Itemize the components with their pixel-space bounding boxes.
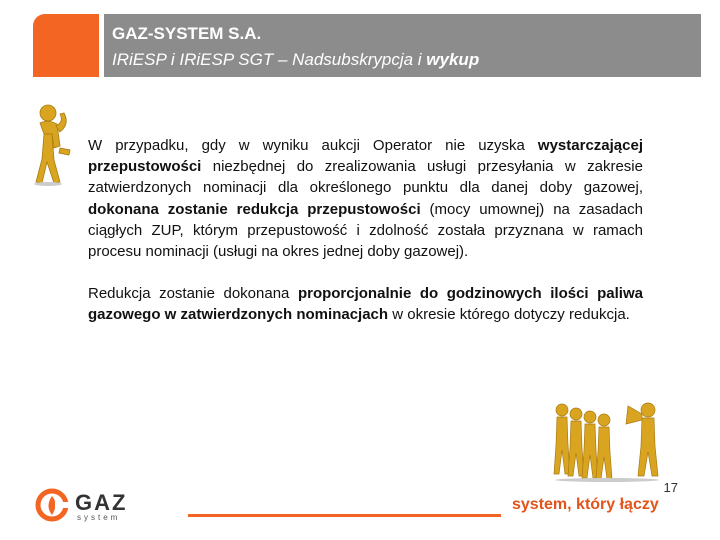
header-subtitle bbox=[112, 50, 479, 70]
gaz-system-flame-logo-icon bbox=[35, 488, 180, 522]
logo-sub: system bbox=[77, 513, 121, 522]
logo-word: GAZ bbox=[75, 490, 128, 515]
slogan: system, który łączy bbox=[512, 496, 659, 513]
gold-figures-with-megaphone-icon bbox=[552, 400, 662, 482]
paragraph-1 bbox=[88, 135, 643, 262]
text-segment: niezbędnej do zrealizowania usługi przesyłania w zakresie zatwierdzonych nominacji dla określonego punktu dla danej doby gazowej, bbox=[88, 158, 643, 197]
footer-line bbox=[188, 514, 501, 517]
paragraph-2 bbox=[88, 283, 643, 325]
text-segment: (mocy umownej) na zasadach ciągłych ZUP, którym przepustowość i zdolność została przyznana w ramach procesu nominacji (usługi na okres jednej doby gazowej). bbox=[88, 200, 643, 261]
header-subtitle-text: IRiESP i IRiESP SGT – Nadsubskrypcja i bbox=[112, 50, 427, 69]
gold-thinking-figure-icon bbox=[30, 104, 76, 186]
header-bar bbox=[104, 14, 701, 77]
gaz-system-logo bbox=[35, 488, 180, 522]
header-accent-tab bbox=[33, 14, 99, 77]
content-body bbox=[88, 135, 643, 326]
header-title: GAZ-SYSTEM S.A. bbox=[112, 24, 262, 43]
text-segment-bold: dokonana zostanie redukcja przepustowości bbox=[88, 200, 421, 218]
text-segment-bold: proporcjonalnie do godzinowych ilości paliwa gazowego w zatwierdzonych nominacjach bbox=[88, 285, 643, 324]
text-segment: w okresie którego dotyczy redukcja. bbox=[388, 306, 630, 324]
text-segment: Redukcja zostanie dokonana bbox=[88, 285, 298, 303]
text-segment-bold: wystarczającej przepustowości bbox=[88, 137, 643, 176]
header-subtitle-bold: wykup bbox=[426, 50, 480, 69]
text-segment: W przypadku, gdy w wyniku aukcji Operator nie uzyska bbox=[88, 137, 538, 154]
slide-number: 17 bbox=[663, 480, 678, 495]
